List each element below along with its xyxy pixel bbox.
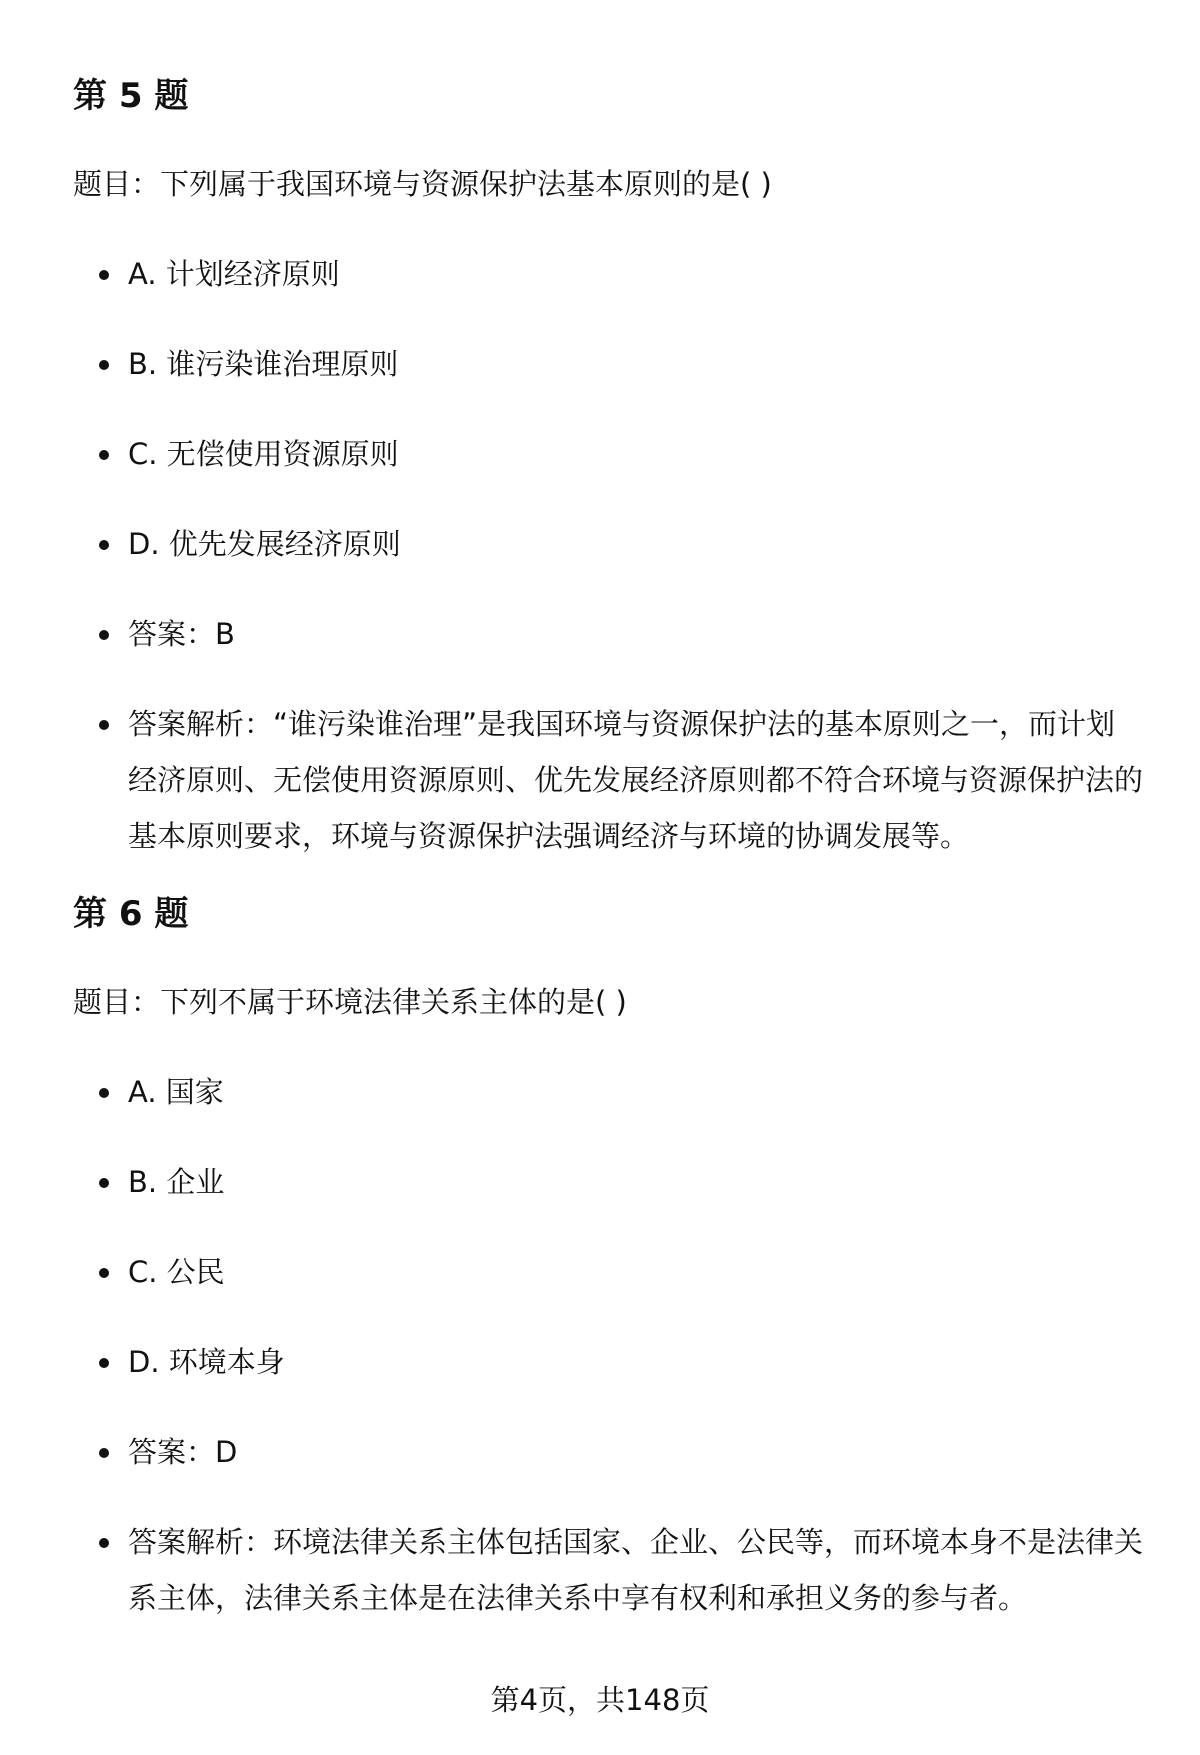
analysis-text: 答案解析：环境法律关系主体包括国家、企业、公民等，而环境本身不是法律关系主体，法律关系主体是在法律关系中享有权利和承担义务的参与者。 [128, 1525, 1144, 1615]
option-text: B. 谁污染谁治理原则 [128, 347, 399, 381]
question-stem: 题目：下列属于我国环境与资源保护法基本原则的是( ) [73, 167, 772, 201]
bullet-icon [99, 540, 109, 550]
question-title: 第 6 题 [73, 894, 189, 934]
document-content [73, 68, 1143, 1626]
option-text: B. 企业 [128, 1165, 225, 1199]
question-stem: 题目：下列不属于环境法律关系主体的是( ) [73, 985, 627, 1019]
answer-text: 答案：D [128, 1435, 238, 1469]
option-list [73, 1064, 1143, 1626]
bullet-icon [99, 1448, 109, 1458]
option-text: A. 计划经济原则 [128, 257, 340, 291]
question-title: 第 5 题 [73, 76, 189, 116]
question-5 [73, 68, 1143, 864]
answer-item [73, 606, 1143, 662]
option-text: D. 环境本身 [128, 1345, 285, 1379]
question-6 [73, 886, 1143, 1626]
bullet-icon [99, 720, 109, 730]
option-item [73, 1154, 1143, 1210]
bullet-icon [99, 1178, 109, 1188]
analysis-item [73, 1514, 1143, 1626]
answer-text: 答案：B [128, 617, 235, 651]
bullet-icon [99, 1268, 109, 1278]
option-item [73, 1334, 1143, 1390]
bullet-icon [99, 270, 109, 280]
bullet-icon [99, 450, 109, 460]
bullet-icon [99, 1088, 109, 1098]
option-item [73, 246, 1143, 302]
option-item [73, 516, 1143, 572]
option-text: C. 无偿使用资源原则 [128, 437, 399, 471]
analysis-text: 答案解析：“谁污染谁治理”是我国环境与资源保护法的基本原则之一，而计划经济原则、无偿使用资源原则、优先发展经济原则都不符合环境与资源保护法的基本原则要求，环境与资源保护法强调经济与环境的协调发展等。 [128, 707, 1144, 853]
page-number: 第4页，共148页 [490, 1683, 710, 1717]
option-list [73, 246, 1143, 864]
option-item [73, 336, 1143, 392]
option-item [73, 426, 1143, 482]
bullet-icon [99, 1538, 109, 1548]
answer-item [73, 1424, 1143, 1480]
option-text: D. 优先发展经济原则 [128, 527, 401, 561]
option-text: A. 国家 [128, 1075, 224, 1109]
bullet-icon [99, 360, 109, 370]
option-item [73, 1064, 1143, 1120]
option-text: C. 公民 [128, 1255, 225, 1289]
analysis-item [73, 696, 1143, 864]
bullet-icon [99, 630, 109, 640]
bullet-icon [99, 1358, 109, 1368]
option-item [73, 1244, 1143, 1300]
